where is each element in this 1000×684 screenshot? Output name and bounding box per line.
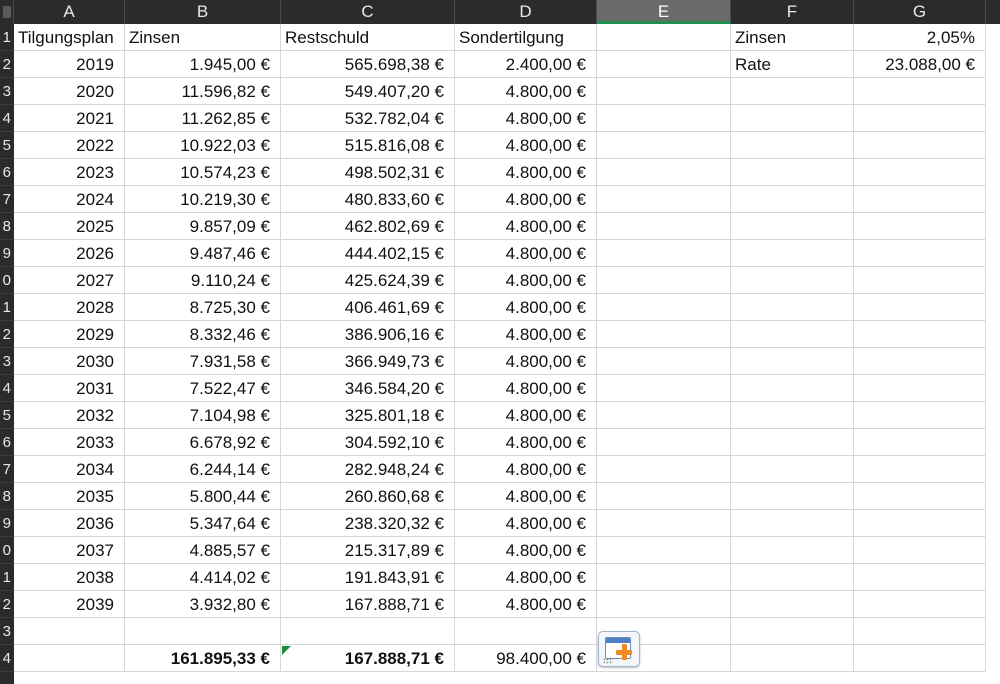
cell[interactable] (597, 105, 731, 132)
column-header-bar (0, 0, 1000, 24)
cell[interactable] (597, 564, 731, 591)
cell[interactable] (731, 159, 854, 186)
cell[interactable] (597, 159, 731, 186)
cell[interactable] (597, 213, 731, 240)
column-header-d[interactable]: D (455, 0, 597, 24)
cell[interactable] (854, 564, 986, 591)
interest-cell[interactable]: 10.574,23 € (125, 159, 281, 186)
interest-cell[interactable]: 9.857,09 € (125, 213, 281, 240)
cell[interactable] (731, 240, 854, 267)
header-cell-sondertilgung[interactable]: Sondertilgung (455, 24, 597, 51)
cell[interactable] (854, 186, 986, 213)
total-interest-cell[interactable]: 161.895,33 € (125, 645, 281, 672)
row-header[interactable]: 8 (0, 483, 14, 510)
year-cell[interactable]: 2027 (14, 267, 125, 294)
cell[interactable] (854, 132, 986, 159)
cell[interactable] (854, 537, 986, 564)
total-balance-cell[interactable]: 167.888,71 € (281, 645, 455, 672)
cell[interactable] (854, 267, 986, 294)
interest-cell[interactable]: 7.522,47 € (125, 375, 281, 402)
column-header-b[interactable]: B (125, 0, 281, 24)
cell[interactable] (731, 483, 854, 510)
table-row (14, 24, 1000, 51)
extra-payment-cell[interactable]: 4.800,00 € (455, 105, 597, 132)
cell[interactable] (854, 159, 986, 186)
interest-cell[interactable]: 7.104,98 € (125, 402, 281, 429)
paste-options-button[interactable] (598, 631, 640, 667)
interest-cell[interactable]: 8.332,46 € (125, 321, 281, 348)
interest-cell[interactable]: 9.110,24 € (125, 267, 281, 294)
row-header[interactable]: 1 (0, 294, 14, 321)
cell[interactable] (731, 564, 854, 591)
param-label-cell[interactable]: Zinsen (731, 24, 854, 51)
extra-payment-cell[interactable]: 4.800,00 € (455, 402, 597, 429)
year-cell[interactable]: 2025 (14, 213, 125, 240)
balance-cell[interactable]: 282.948,24 € (281, 456, 455, 483)
balance-cell[interactable]: 406.461,69 € (281, 294, 455, 321)
year-cell[interactable]: 2036 (14, 510, 125, 537)
cell[interactable] (597, 375, 731, 402)
year-cell[interactable]: 2024 (14, 186, 125, 213)
table-row (14, 294, 1000, 321)
param-label-cell[interactable]: Rate (731, 51, 854, 78)
extra-payment-cell[interactable]: 4.800,00 € (455, 537, 597, 564)
row-header[interactable]: 9 (0, 510, 14, 537)
year-cell[interactable]: 2023 (14, 159, 125, 186)
cell[interactable] (731, 294, 854, 321)
row-header[interactable]: 8 (0, 213, 14, 240)
balance-cell[interactable]: 498.502,31 € (281, 159, 455, 186)
extra-payment-cell[interactable]: 4.800,00 € (455, 483, 597, 510)
row-header[interactable]: 6 (0, 159, 14, 186)
interest-cell[interactable]: 4.414,02 € (125, 564, 281, 591)
year-cell[interactable]: 2022 (14, 132, 125, 159)
cell[interactable] (597, 456, 731, 483)
row-header[interactable]: 6 (0, 429, 14, 456)
table-row (14, 429, 1000, 456)
cell[interactable] (854, 645, 986, 672)
cell[interactable] (731, 537, 854, 564)
cell[interactable] (597, 429, 731, 456)
interest-cell[interactable]: 11.596,82 € (125, 78, 281, 105)
total-extra-cell[interactable]: 98.400,00 € (455, 645, 597, 672)
cell[interactable] (854, 618, 986, 645)
cell[interactable] (854, 591, 986, 618)
balance-cell[interactable]: 304.592,10 € (281, 429, 455, 456)
row-header[interactable]: 1 (0, 564, 14, 591)
table-row (14, 159, 1000, 186)
year-cell[interactable]: 2038 (14, 564, 125, 591)
cell[interactable] (597, 510, 731, 537)
row-header[interactable]: 7 (0, 186, 14, 213)
cell[interactable] (731, 348, 854, 375)
year-cell[interactable]: 2021 (14, 105, 125, 132)
table-row (14, 564, 1000, 591)
cell[interactable] (854, 213, 986, 240)
balance-cell[interactable]: 565.698,38 € (281, 51, 455, 78)
interest-cell[interactable]: 1.945,00 € (125, 51, 281, 78)
table-row (14, 105, 1000, 132)
table-row (14, 618, 1000, 645)
select-all-corner[interactable] (0, 0, 14, 24)
cell[interactable] (854, 321, 986, 348)
balance-cell[interactable]: 444.402,15 € (281, 240, 455, 267)
row-header[interactable]: 5 (0, 132, 14, 159)
table-row (14, 186, 1000, 213)
interest-cell[interactable]: 6.244,14 € (125, 456, 281, 483)
header-cell-restschuld[interactable]: Restschuld (281, 24, 455, 51)
cell[interactable] (854, 402, 986, 429)
cell[interactable] (597, 294, 731, 321)
table-row (14, 510, 1000, 537)
table-row (14, 591, 1000, 618)
year-cell[interactable]: 2020 (14, 78, 125, 105)
cell[interactable] (854, 348, 986, 375)
cell[interactable] (597, 186, 731, 213)
year-cell[interactable]: 2032 (14, 402, 125, 429)
cell[interactable] (731, 645, 854, 672)
table-row (14, 483, 1000, 510)
table-row (14, 456, 1000, 483)
cell[interactable] (14, 618, 125, 645)
cell[interactable] (597, 267, 731, 294)
balance-cell[interactable]: 346.584,20 € (281, 375, 455, 402)
year-cell[interactable]: 2031 (14, 375, 125, 402)
cell[interactable] (455, 618, 597, 645)
extra-payment-cell[interactable]: 4.800,00 € (455, 348, 597, 375)
cell[interactable] (731, 267, 854, 294)
interest-cell[interactable]: 9.487,46 € (125, 240, 281, 267)
header-cell-zinsen[interactable]: Zinsen (125, 24, 281, 51)
extra-payment-cell[interactable]: 4.800,00 € (455, 213, 597, 240)
column-header-e[interactable]: E (597, 0, 731, 24)
row-header[interactable]: 0 (0, 537, 14, 564)
row-header[interactable]: 4 (0, 105, 14, 132)
row-header[interactable]: 4 (0, 645, 14, 672)
extra-payment-cell[interactable]: 4.800,00 € (455, 267, 597, 294)
balance-cell[interactable]: 238.320,32 € (281, 510, 455, 537)
balance-cell[interactable]: 325.801,18 € (281, 402, 455, 429)
cell[interactable] (597, 483, 731, 510)
balance-cell[interactable]: 167.888,71 € (281, 591, 455, 618)
cell[interactable] (125, 618, 281, 645)
extra-payment-cell[interactable]: 4.800,00 € (455, 321, 597, 348)
extra-payment-cell[interactable]: 4.800,00 € (455, 159, 597, 186)
cell-grid (14, 24, 1000, 684)
cell[interactable] (731, 618, 854, 645)
row-header[interactable]: 3 (0, 78, 14, 105)
interest-cell[interactable]: 5.800,44 € (125, 483, 281, 510)
extra-payment-cell[interactable]: 4.800,00 € (455, 375, 597, 402)
year-cell[interactable]: 2019 (14, 51, 125, 78)
cell[interactable] (731, 321, 854, 348)
balance-cell[interactable]: 215.317,89 € (281, 537, 455, 564)
balance-cell[interactable]: 425.624,39 € (281, 267, 455, 294)
column-header-g[interactable]: G (854, 0, 986, 24)
cell[interactable] (854, 510, 986, 537)
cell[interactable] (854, 456, 986, 483)
interest-cell[interactable]: 8.725,30 € (125, 294, 281, 321)
table-row (14, 78, 1000, 105)
cell[interactable] (597, 321, 731, 348)
table-row (14, 375, 1000, 402)
interest-cell[interactable]: 6.678,92 € (125, 429, 281, 456)
year-cell[interactable]: 2028 (14, 294, 125, 321)
row-header-strip (0, 24, 14, 684)
table-row (14, 51, 1000, 78)
balance-cell[interactable]: 462.802,69 € (281, 213, 455, 240)
interest-cell[interactable]: 10.922,03 € (125, 132, 281, 159)
interest-cell[interactable]: 10.219,30 € (125, 186, 281, 213)
cell[interactable] (731, 186, 854, 213)
extra-payment-cell[interactable]: 4.800,00 € (455, 564, 597, 591)
extra-payment-cell[interactable]: 4.800,00 € (455, 240, 597, 267)
year-cell[interactable]: 2029 (14, 321, 125, 348)
extra-payment-cell[interactable]: 4.800,00 € (455, 186, 597, 213)
cell[interactable] (597, 51, 731, 78)
cell[interactable] (854, 294, 986, 321)
table-row (14, 537, 1000, 564)
cell[interactable] (597, 240, 731, 267)
interest-cell[interactable]: 11.262,85 € (125, 105, 281, 132)
interest-cell[interactable]: 7.931,58 € (125, 348, 281, 375)
cell[interactable] (597, 402, 731, 429)
cell[interactable] (597, 591, 731, 618)
balance-cell[interactable]: 260.860,68 € (281, 483, 455, 510)
cell[interactable] (854, 483, 986, 510)
param-value-cell[interactable]: 2,05% (854, 24, 986, 51)
year-cell[interactable]: 2037 (14, 537, 125, 564)
extra-payment-cell[interactable]: 4.800,00 € (455, 429, 597, 456)
column-header-c[interactable]: C (281, 0, 455, 24)
balance-cell[interactable]: 549.407,20 € (281, 78, 455, 105)
table-row (14, 321, 1000, 348)
cell[interactable] (731, 510, 854, 537)
cell[interactable] (731, 429, 854, 456)
year-cell[interactable]: 2035 (14, 483, 125, 510)
year-cell[interactable]: 2033 (14, 429, 125, 456)
row-header[interactable]: 3 (0, 348, 14, 375)
table-row (14, 645, 1000, 672)
cell[interactable] (597, 24, 731, 51)
cell[interactable] (854, 240, 986, 267)
column-header-f[interactable]: F (731, 0, 854, 24)
row-header[interactable]: 4 (0, 375, 14, 402)
extra-payment-cell[interactable]: 4.800,00 € (455, 132, 597, 159)
cell[interactable] (854, 375, 986, 402)
balance-cell[interactable]: 532.782,04 € (281, 105, 455, 132)
balance-cell[interactable]: 366.949,73 € (281, 348, 455, 375)
table-row (14, 240, 1000, 267)
table-row (14, 267, 1000, 294)
balance-cell[interactable]: 480.833,60 € (281, 186, 455, 213)
row-header[interactable]: 5 (0, 402, 14, 429)
row-header[interactable]: 7 (0, 456, 14, 483)
extra-payment-cell[interactable]: 4.800,00 € (455, 294, 597, 321)
row-header[interactable]: 3 (0, 618, 14, 645)
cell[interactable] (14, 645, 125, 672)
cell[interactable] (854, 78, 986, 105)
extra-payment-cell[interactable]: 4.800,00 € (455, 510, 597, 537)
cell[interactable] (731, 213, 854, 240)
table-row (14, 348, 1000, 375)
row-header[interactable]: 9 (0, 240, 14, 267)
extra-payment-cell[interactable]: 2.400,00 € (455, 51, 597, 78)
extra-payment-cell[interactable]: 4.800,00 € (455, 78, 597, 105)
cell[interactable] (731, 591, 854, 618)
table-row (14, 402, 1000, 429)
header-cell-tilgungsplan[interactable]: Tilgungsplan (14, 24, 125, 51)
interest-cell[interactable]: 4.885,57 € (125, 537, 281, 564)
table-row (14, 213, 1000, 240)
table-row (14, 132, 1000, 159)
cell[interactable] (731, 78, 854, 105)
cell[interactable] (854, 105, 986, 132)
balance-cell[interactable]: 515.816,08 € (281, 132, 455, 159)
balance-cell[interactable]: 191.843,91 € (281, 564, 455, 591)
cell[interactable] (281, 618, 455, 645)
balance-cell[interactable]: 386.906,16 € (281, 321, 455, 348)
extra-payment-cell[interactable]: 4.800,00 € (455, 591, 597, 618)
cell[interactable] (597, 78, 731, 105)
row-header[interactable]: 2 (0, 591, 14, 618)
column-header-a[interactable]: A (14, 0, 125, 24)
param-value-cell[interactable]: 23.088,00 € (854, 51, 986, 78)
cell[interactable] (597, 537, 731, 564)
row-header[interactable]: 2 (0, 51, 14, 78)
cell[interactable] (597, 348, 731, 375)
extra-payment-cell[interactable]: 4.800,00 € (455, 456, 597, 483)
cell[interactable] (597, 132, 731, 159)
cell[interactable] (854, 429, 986, 456)
year-cell[interactable]: 2039 (14, 591, 125, 618)
row-header[interactable]: 1 (0, 24, 14, 51)
cell[interactable] (731, 105, 854, 132)
cell[interactable] (731, 132, 854, 159)
interest-cell[interactable]: 3.932,80 € (125, 591, 281, 618)
cell[interactable] (731, 375, 854, 402)
year-cell[interactable]: 2034 (14, 456, 125, 483)
cell[interactable] (731, 456, 854, 483)
cell[interactable] (731, 402, 854, 429)
year-cell[interactable]: 2030 (14, 348, 125, 375)
plus-icon (615, 643, 633, 661)
interest-cell[interactable]: 5.347,64 € (125, 510, 281, 537)
dots-icon (603, 658, 613, 664)
year-cell[interactable]: 2026 (14, 240, 125, 267)
row-header[interactable]: 0 (0, 267, 14, 294)
row-header[interactable]: 2 (0, 321, 14, 348)
